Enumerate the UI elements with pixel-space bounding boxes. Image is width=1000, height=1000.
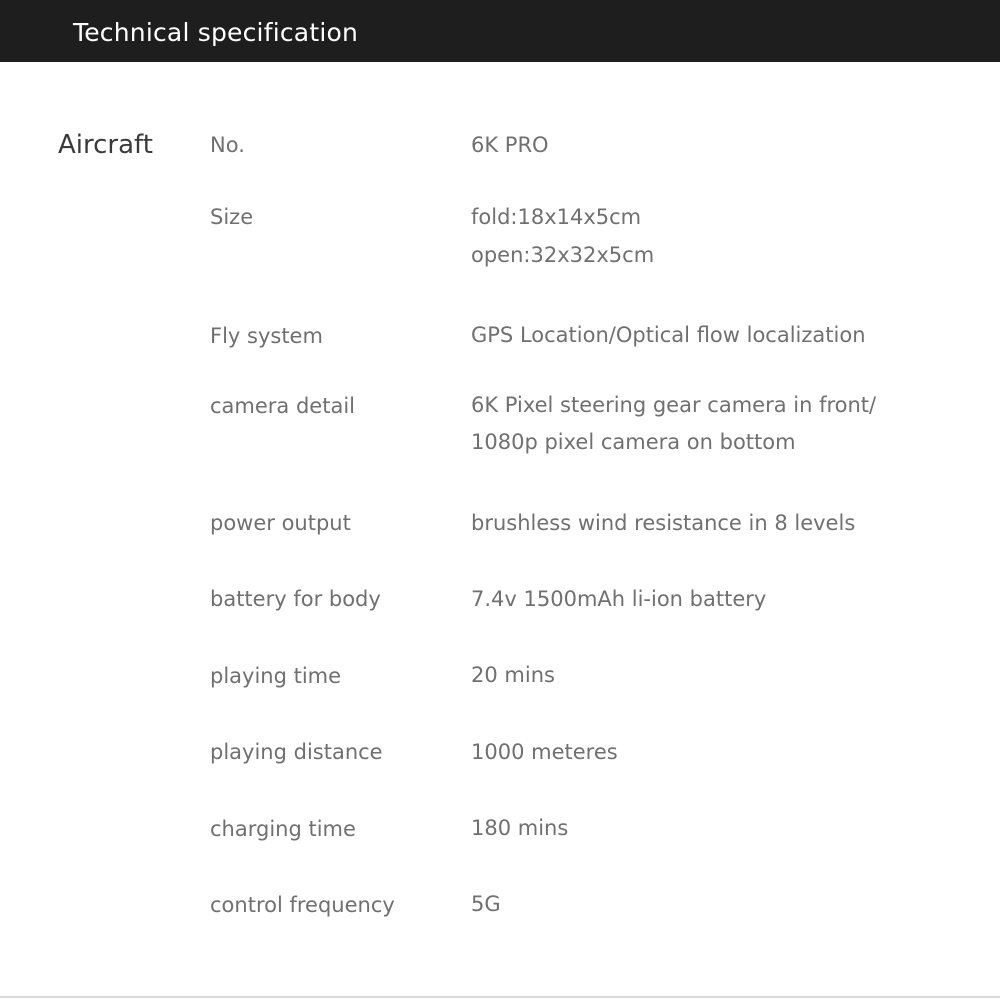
spec-value-number: 6K PRO bbox=[471, 133, 549, 157]
spec-key-fly-system: Fly system bbox=[210, 324, 323, 348]
section-label-aircraft: Aircraft bbox=[58, 130, 153, 160]
spec-key-power-output: power output bbox=[210, 511, 351, 535]
spec-key-playing-time: playing time bbox=[210, 664, 342, 688]
spec-key-battery: battery for body bbox=[210, 587, 381, 611]
spec-key-charging-time: charging time bbox=[210, 817, 356, 841]
spec-value-battery: 7.4v 1500mAh li-ion battery bbox=[471, 587, 767, 611]
spec-value-camera-bottom: 1080p pixel camera on bottom bbox=[471, 430, 796, 454]
spec-key-camera-detail: camera detail bbox=[210, 394, 355, 418]
spec-value-playing-distance: 1000 meteres bbox=[471, 740, 618, 764]
spec-value-size-fold: fold:18x14x5cm bbox=[471, 205, 642, 229]
spec-key-playing-distance: playing distance bbox=[210, 740, 383, 764]
spec-key-size: Size bbox=[210, 205, 254, 229]
header-bar bbox=[0, 0, 1000, 62]
spec-value-size-open: open:32x32x5cm bbox=[471, 243, 655, 267]
spec-value-control-frequency: 5G bbox=[471, 892, 501, 916]
bottom-divider bbox=[0, 996, 1000, 998]
spec-key-number: No. bbox=[210, 133, 245, 157]
spec-value-power-output: brushless wind resistance in 8 levels bbox=[471, 511, 856, 535]
spec-value-fly-system: GPS Location/Optical flow localization bbox=[471, 323, 866, 347]
spec-value-playing-time: 20 mins bbox=[471, 663, 555, 687]
spec-value-charging-time: 180 mins bbox=[471, 816, 569, 840]
spec-key-control-frequency: control frequency bbox=[210, 893, 395, 917]
spec-value-camera-front: 6K Pixel steering gear camera in front/ bbox=[471, 393, 877, 417]
page-title: Technical specification bbox=[73, 18, 359, 47]
